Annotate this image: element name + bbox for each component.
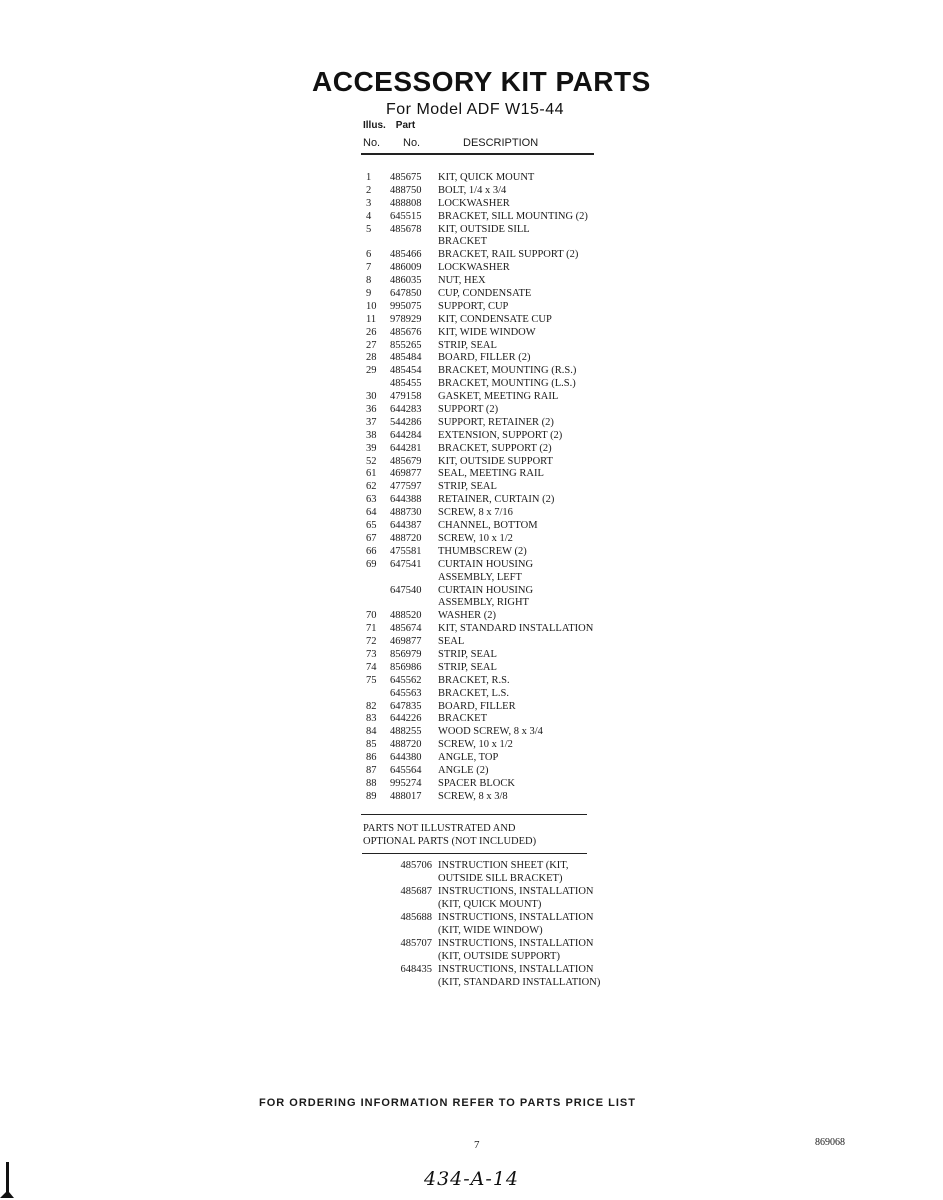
table-row — [362, 520, 662, 533]
part-description: CHANNEL, BOTTOM — [438, 520, 538, 532]
part-description: WASHER (2) — [438, 610, 497, 622]
table-row — [362, 507, 662, 520]
part-number: 488730 — [390, 507, 422, 519]
part-number: 995075 — [390, 300, 422, 312]
table-row — [362, 885, 662, 898]
part-description: BRACKET, R.S. — [438, 674, 510, 686]
table-row — [362, 224, 662, 237]
table-row — [362, 675, 662, 688]
part-description: BRACKET — [438, 713, 488, 725]
part-number: 488520 — [390, 610, 422, 622]
table-row — [362, 872, 662, 885]
table-row — [362, 391, 662, 404]
part-description: ASSEMBLY, RIGHT — [438, 597, 529, 609]
part-number: 644226 — [390, 713, 422, 725]
table-row — [362, 533, 662, 546]
not-illustrated-line-1: PARTS NOT ILLUSTRATED AND — [363, 823, 516, 834]
part-description: (KIT, WIDE WINDOW) — [438, 925, 543, 936]
table-row — [362, 765, 662, 778]
part-description: CURTAIN HOUSING — [438, 584, 534, 596]
part-number: 485678 — [390, 223, 422, 235]
part-description: NUT, HEX — [438, 275, 486, 287]
table-row — [362, 443, 662, 456]
table-row — [362, 963, 662, 976]
illus-number: 4 — [366, 210, 372, 222]
table-row — [362, 976, 662, 989]
part-number: 485455 — [390, 378, 422, 390]
section-divider-2 — [362, 853, 587, 854]
table-row — [362, 859, 662, 872]
illus-number: 74 — [366, 661, 377, 673]
part-number: 477597 — [390, 481, 422, 493]
illus-number: 62 — [366, 481, 377, 493]
page-number: 7 — [474, 1139, 480, 1151]
part-description: KIT, OUTSIDE SUPPORT — [438, 455, 553, 467]
part-description: STRIP, SEAL — [438, 481, 497, 493]
illus-number: 9 — [366, 288, 372, 300]
illus-number: 26 — [366, 326, 377, 338]
table-row — [362, 791, 662, 804]
page-title: ACCESSORY KIT PARTS — [312, 66, 651, 97]
handwritten-note: 434-A-14 — [424, 1168, 520, 1190]
table-row — [362, 340, 662, 353]
part-description: (KIT, STANDARD INSTALLATION) — [438, 977, 601, 988]
part-number: 647540 — [390, 584, 422, 596]
table-row — [362, 937, 662, 950]
column-header-top — [363, 120, 425, 131]
part-description: (KIT, OUTSIDE SUPPORT) — [438, 951, 560, 962]
illus-number: 36 — [366, 404, 377, 416]
table-row — [362, 352, 662, 365]
part-number: 544286 — [390, 416, 422, 428]
part-description: GASKET, MEETING RAIL — [438, 391, 559, 403]
illus-number: 28 — [366, 352, 377, 364]
table-row — [362, 662, 662, 675]
table-row — [362, 365, 662, 378]
table-row — [362, 211, 662, 224]
table-row — [362, 572, 662, 585]
header-part-no: No. — [403, 137, 421, 149]
illus-number: 89 — [366, 790, 377, 802]
part-description: BOARD, FILLER — [438, 700, 516, 712]
header-illus-no: No. — [363, 137, 381, 149]
part-number: 644388 — [390, 494, 422, 506]
table-row — [362, 739, 662, 752]
illus-number: 29 — [366, 365, 377, 377]
part-number: 485454 — [390, 365, 422, 377]
table-row — [362, 185, 662, 198]
part-description: INSTRUCTIONS, INSTALLATION — [438, 886, 594, 897]
illus-number: 37 — [366, 416, 377, 428]
part-number: 485679 — [390, 455, 422, 467]
part-number: 486035 — [390, 275, 422, 287]
part-number: 978929 — [390, 313, 422, 325]
part-number: 644284 — [390, 429, 422, 441]
part-number: 469877 — [390, 468, 422, 480]
illus-number: 39 — [366, 442, 377, 454]
part-description: LOCKWASHER — [438, 197, 510, 209]
part-description: SPACER BLOCK — [438, 777, 515, 789]
part-description: RETAINER, CURTAIN (2) — [438, 494, 555, 506]
illus-number: 69 — [366, 558, 377, 570]
part-number: 485674 — [390, 623, 422, 635]
part-description: KIT, WIDE WINDOW — [438, 326, 536, 338]
part-description: STRIP, SEAL — [438, 661, 497, 673]
illus-number: 86 — [366, 752, 377, 764]
part-description: BOLT, 1/4 x 3/4 — [438, 184, 507, 196]
part-number: 647850 — [390, 288, 422, 300]
part-description: EXTENSION, SUPPORT (2) — [438, 429, 563, 441]
illus-number: 38 — [366, 429, 377, 441]
part-number: 485466 — [390, 249, 422, 261]
part-number: 486009 — [390, 262, 422, 274]
part-number: 856986 — [390, 661, 422, 673]
illus-number: 52 — [366, 455, 377, 467]
table-row — [362, 172, 662, 185]
table-row — [362, 559, 662, 572]
table-row — [362, 950, 662, 963]
part-description: INSTRUCTIONS, INSTALLATION — [438, 912, 594, 923]
part-number: 645563 — [390, 687, 422, 699]
illus-number: 71 — [366, 623, 377, 635]
table-row — [362, 456, 662, 469]
illus-number: 83 — [366, 713, 377, 725]
part-description: BRACKET, MOUNTING (R.S.) — [438, 365, 577, 377]
part-description: LOCKWASHER — [438, 262, 510, 274]
part-description: ANGLE, TOP — [438, 752, 499, 764]
part-description: WOOD SCREW, 8 x 3/4 — [438, 726, 543, 738]
table-row — [362, 898, 662, 911]
table-row — [362, 275, 662, 288]
part-description: SUPPORT (2) — [438, 404, 499, 416]
part-number: 645564 — [390, 764, 422, 776]
table-row — [362, 198, 662, 211]
part-number: 856979 — [390, 648, 422, 660]
part-description: KIT, STANDARD INSTALLATION — [438, 623, 594, 635]
illus-number: 3 — [366, 197, 372, 209]
illus-number: 85 — [366, 739, 377, 751]
table-row — [362, 468, 662, 481]
part-number: 995274 — [390, 777, 422, 789]
table-row — [362, 404, 662, 417]
part-number: 485707 — [400, 938, 432, 949]
not-illustrated-line-2: OPTIONAL PARTS (NOT INCLUDED) — [363, 836, 537, 847]
part-description: BRACKET, RAIL SUPPORT (2) — [438, 249, 579, 261]
table-row — [362, 911, 662, 924]
illus-number: 84 — [366, 726, 377, 738]
part-number: 488720 — [390, 532, 422, 544]
illus-number: 88 — [366, 777, 377, 789]
not-illustrated-heading — [363, 822, 623, 848]
part-description: BRACKET, SILL MOUNTING (2) — [438, 210, 588, 222]
part-number: 485688 — [400, 912, 432, 923]
part-number: 647835 — [390, 700, 422, 712]
table-row — [362, 378, 662, 391]
part-description: OUTSIDE SILL BRACKET) — [438, 873, 563, 884]
part-description: SCREW, 10 x 1/2 — [438, 739, 513, 751]
table-row — [362, 327, 662, 340]
table-row — [362, 430, 662, 443]
header-description: DESCRIPTION — [463, 137, 539, 149]
illus-number: 7 — [366, 262, 372, 274]
illus-number: 65 — [366, 520, 377, 532]
table-row — [362, 726, 662, 739]
part-number: 644283 — [390, 404, 422, 416]
table-row — [362, 481, 662, 494]
table-row — [362, 623, 662, 636]
part-number: 644387 — [390, 520, 422, 532]
part-number: 488808 — [390, 197, 422, 209]
part-description: SUPPORT, CUP — [438, 300, 509, 312]
part-description: SEAL, MEETING RAIL — [438, 468, 544, 480]
illus-number: 87 — [366, 764, 377, 776]
part-description: BRACKET, L.S. — [438, 687, 509, 699]
header-divider — [361, 153, 594, 155]
table-row — [362, 417, 662, 430]
part-description: (KIT, QUICK MOUNT) — [438, 899, 542, 910]
part-description: SEAL — [438, 636, 465, 648]
illus-number: 10 — [366, 300, 377, 312]
part-description: BRACKET — [438, 236, 488, 248]
part-number: 644380 — [390, 752, 422, 764]
table-row — [362, 924, 662, 937]
part-number: 488720 — [390, 739, 422, 751]
part-number: 647541 — [390, 558, 422, 570]
table-row — [362, 597, 662, 610]
part-description: INSTRUCTION SHEET (KIT, — [438, 860, 569, 871]
illus-number: 61 — [366, 468, 377, 480]
table-row — [362, 636, 662, 649]
part-number: 479158 — [390, 391, 422, 403]
part-description: KIT, OUTSIDE SILL — [438, 223, 530, 235]
part-description: BRACKET, MOUNTING (L.S.) — [438, 378, 576, 390]
model-subtitle: For Model ADF W15-44 — [386, 101, 565, 118]
illus-number: 5 — [366, 223, 372, 235]
part-number: 475581 — [390, 545, 422, 557]
illus-number: 2 — [366, 184, 372, 196]
illus-number: 70 — [366, 610, 377, 622]
part-number: 648435 — [400, 964, 432, 975]
part-description: ANGLE (2) — [438, 764, 489, 776]
table-row — [362, 752, 662, 765]
illus-number: 1 — [366, 172, 372, 183]
part-description: INSTRUCTIONS, INSTALLATION — [438, 938, 594, 949]
part-description: CUP, CONDENSATE — [438, 288, 532, 300]
part-number: 488750 — [390, 184, 422, 196]
part-number: 488255 — [390, 726, 422, 738]
illus-number: 73 — [366, 648, 377, 660]
part-description: SUPPORT, RETAINER (2) — [438, 416, 554, 428]
part-description: BOARD, FILLER (2) — [438, 352, 531, 364]
table-row — [362, 249, 662, 262]
illus-number: 82 — [366, 700, 377, 712]
ordering-footer: FOR ORDERING INFORMATION REFER TO PARTS PRICE LIST — [259, 1097, 636, 1109]
illus-number: 67 — [366, 532, 377, 544]
part-number: 488017 — [390, 790, 422, 802]
table-row — [362, 778, 662, 791]
part-description: SCREW, 8 x 7/16 — [438, 507, 513, 519]
section-divider — [361, 814, 587, 815]
part-description: BRACKET, SUPPORT (2) — [438, 442, 552, 454]
part-description: CURTAIN HOUSING — [438, 558, 534, 570]
table-row — [362, 546, 662, 559]
table-row — [362, 688, 662, 701]
part-number: 485484 — [390, 352, 422, 364]
table-row — [362, 314, 662, 327]
instructions-list — [362, 859, 662, 989]
parts-list — [362, 172, 662, 804]
illus-number: 72 — [366, 636, 377, 648]
table-row — [362, 701, 662, 714]
part-number: 485706 — [400, 860, 432, 871]
part-description: ASSEMBLY, LEFT — [438, 571, 522, 583]
header-part: Part — [395, 120, 416, 131]
part-number: 485687 — [400, 886, 432, 897]
illus-number: 30 — [366, 391, 377, 403]
illus-number: 66 — [366, 545, 377, 557]
part-description: STRIP, SEAL — [438, 648, 497, 660]
part-description: THUMBSCREW (2) — [438, 545, 527, 557]
part-description: KIT, QUICK MOUNT — [438, 172, 535, 183]
part-description: INSTRUCTIONS, INSTALLATION — [438, 964, 594, 975]
part-number: 645515 — [390, 210, 422, 222]
illus-number: 27 — [366, 339, 377, 351]
part-number: 485675 — [390, 172, 422, 183]
part-description: KIT, CONDENSATE CUP — [438, 313, 552, 325]
part-number: 644281 — [390, 442, 422, 454]
document-number: 869068 — [815, 1137, 845, 1148]
illus-number: 75 — [366, 674, 377, 686]
part-description: SCREW, 10 x 1/2 — [438, 532, 513, 544]
part-number: 645562 — [390, 674, 422, 686]
table-row — [362, 610, 662, 623]
part-description: STRIP, SEAL — [438, 339, 497, 351]
corner-mark-icon — [0, 1162, 14, 1198]
table-row — [362, 236, 662, 249]
illus-number: 11 — [366, 313, 377, 325]
table-row — [362, 301, 662, 314]
part-number: 469877 — [390, 636, 422, 648]
table-row — [362, 494, 662, 507]
part-description: SCREW, 8 x 3/8 — [438, 790, 508, 802]
part-number: 485676 — [390, 326, 422, 338]
illus-number: 64 — [366, 507, 377, 519]
illus-number: 6 — [366, 249, 372, 261]
table-row — [362, 649, 662, 662]
table-row — [362, 262, 662, 275]
table-row — [362, 585, 662, 598]
header-illus: Illus. — [363, 120, 386, 131]
table-row — [362, 713, 662, 726]
table-row — [362, 288, 662, 301]
part-number: 855265 — [390, 339, 422, 351]
illus-number: 63 — [366, 494, 377, 506]
illus-number: 8 — [366, 275, 372, 287]
